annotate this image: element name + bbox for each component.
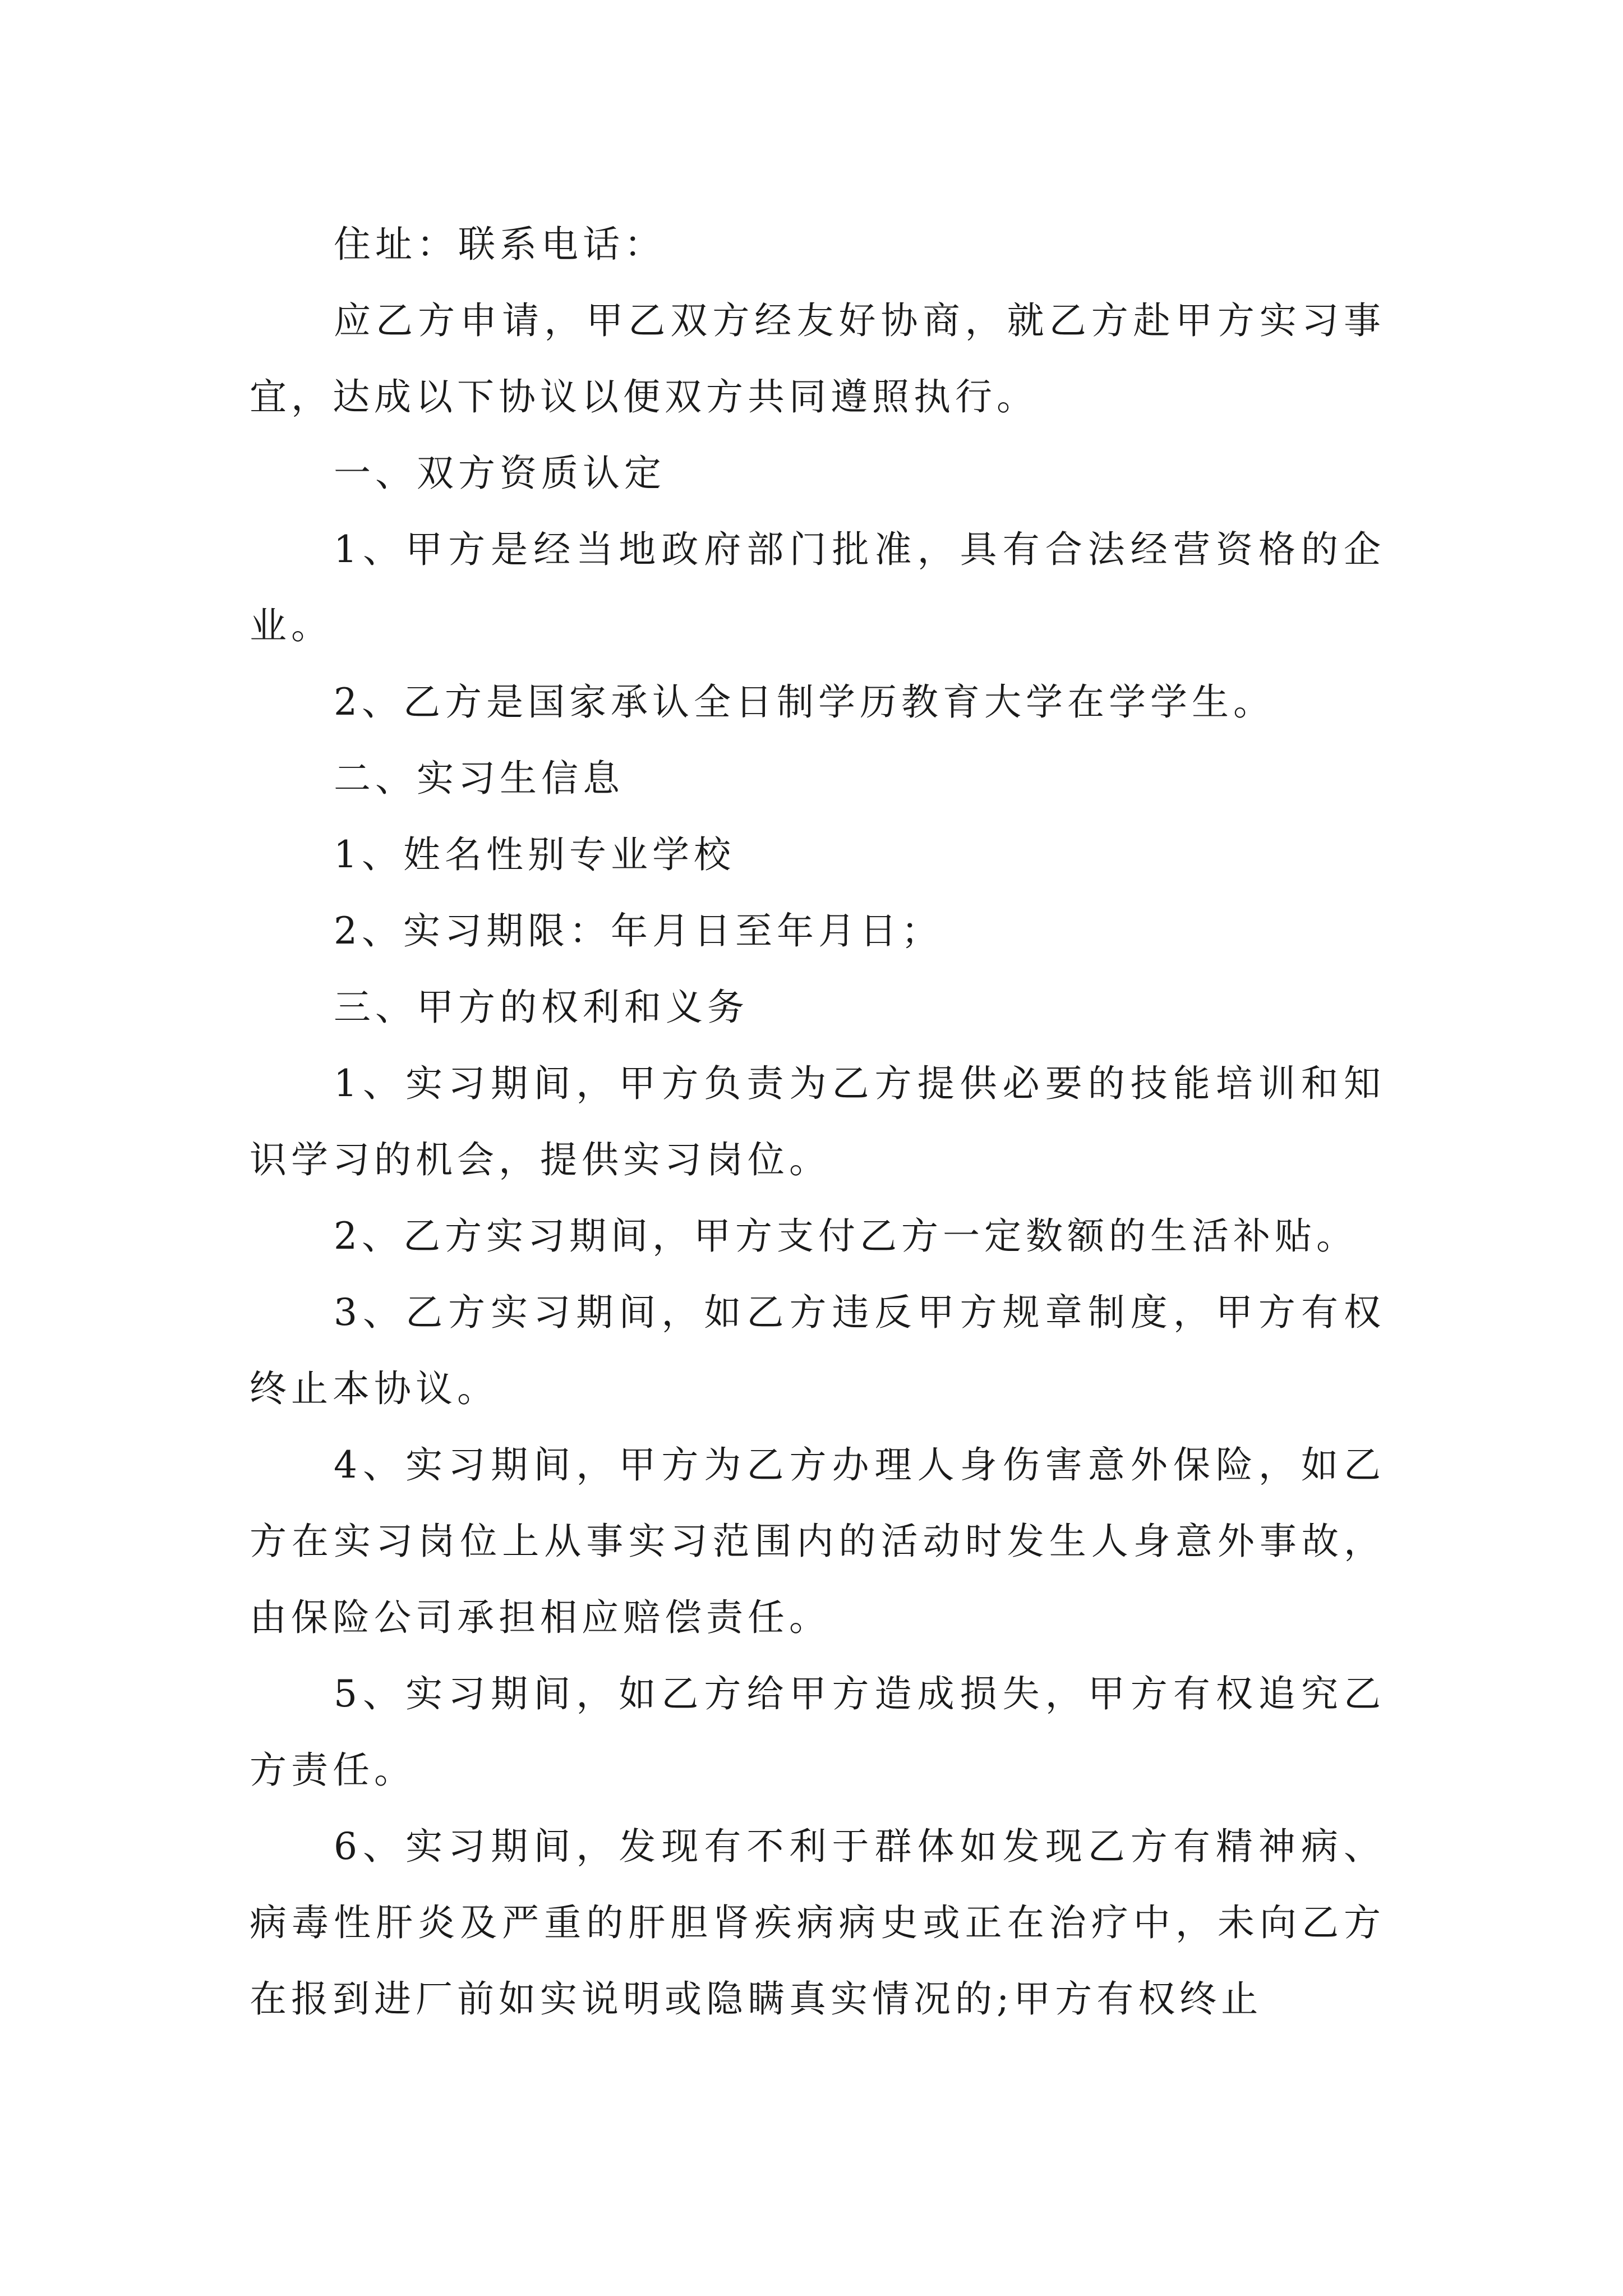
section-heading-qualification: 一、双方资质认定	[334, 452, 666, 495]
paragraph-preamble: 应乙方申请，甲乙双方经友好协商，就乙方赴甲方实习事宜，达成以下协议以便双方共同遵照执行。	[250, 299, 1385, 418]
paragraph-clause: 2、乙方实习期间，甲方支付乙方一定数额的生活补贴。	[334, 1214, 1358, 1258]
paragraph-clause: 1、姓名性别专业学校	[334, 833, 735, 876]
paragraph-clause: 2、实习期限：年月日至年月日；	[334, 909, 943, 953]
paragraph-clause: 1、甲方是经当地政府部门批准，具有合法经营资格的企业。	[250, 528, 1385, 647]
section-heading-party-a-rights: 三、甲方的权利和义务	[334, 986, 749, 1029]
paragraph-clause: 4、实习期间，甲方为乙方办理人身伤害意外保险，如乙方在实习岗位上从事实习范围内的活动时发生人身意外事故，由保险公司承担相应赔偿责任。	[250, 1443, 1385, 1639]
document-body	[250, 206, 1385, 2037]
paragraph-address-contact: 住址：联系电话：	[334, 223, 666, 266]
paragraph-clause: 6、实习期间，发现有不利于群体如发现乙方有精神病、病毒性肝炎及严重的肝胆肾疾病病史或正在治疗中，未向乙方在报到进厂前如实说明或隐瞒真实情况的;甲方有权终止	[250, 1825, 1385, 2021]
section-heading-intern-info: 二、实习生信息	[334, 757, 624, 800]
paragraph-clause: 3、乙方实习期间，如乙方违反甲方规章制度，甲方有权终止本协议。	[250, 1291, 1385, 1410]
paragraph-clause: 1、实习期间，甲方负责为乙方提供必要的技能培训和知识学习的机会，提供实习岗位。	[250, 1062, 1385, 1181]
paragraph-clause: 2、乙方是国家承认全日制学历教育大学在学学生。	[334, 680, 1275, 724]
paragraph-clause: 5、实习期间，如乙方给甲方造成损失，甲方有权追究乙方责任。	[250, 1672, 1385, 1792]
